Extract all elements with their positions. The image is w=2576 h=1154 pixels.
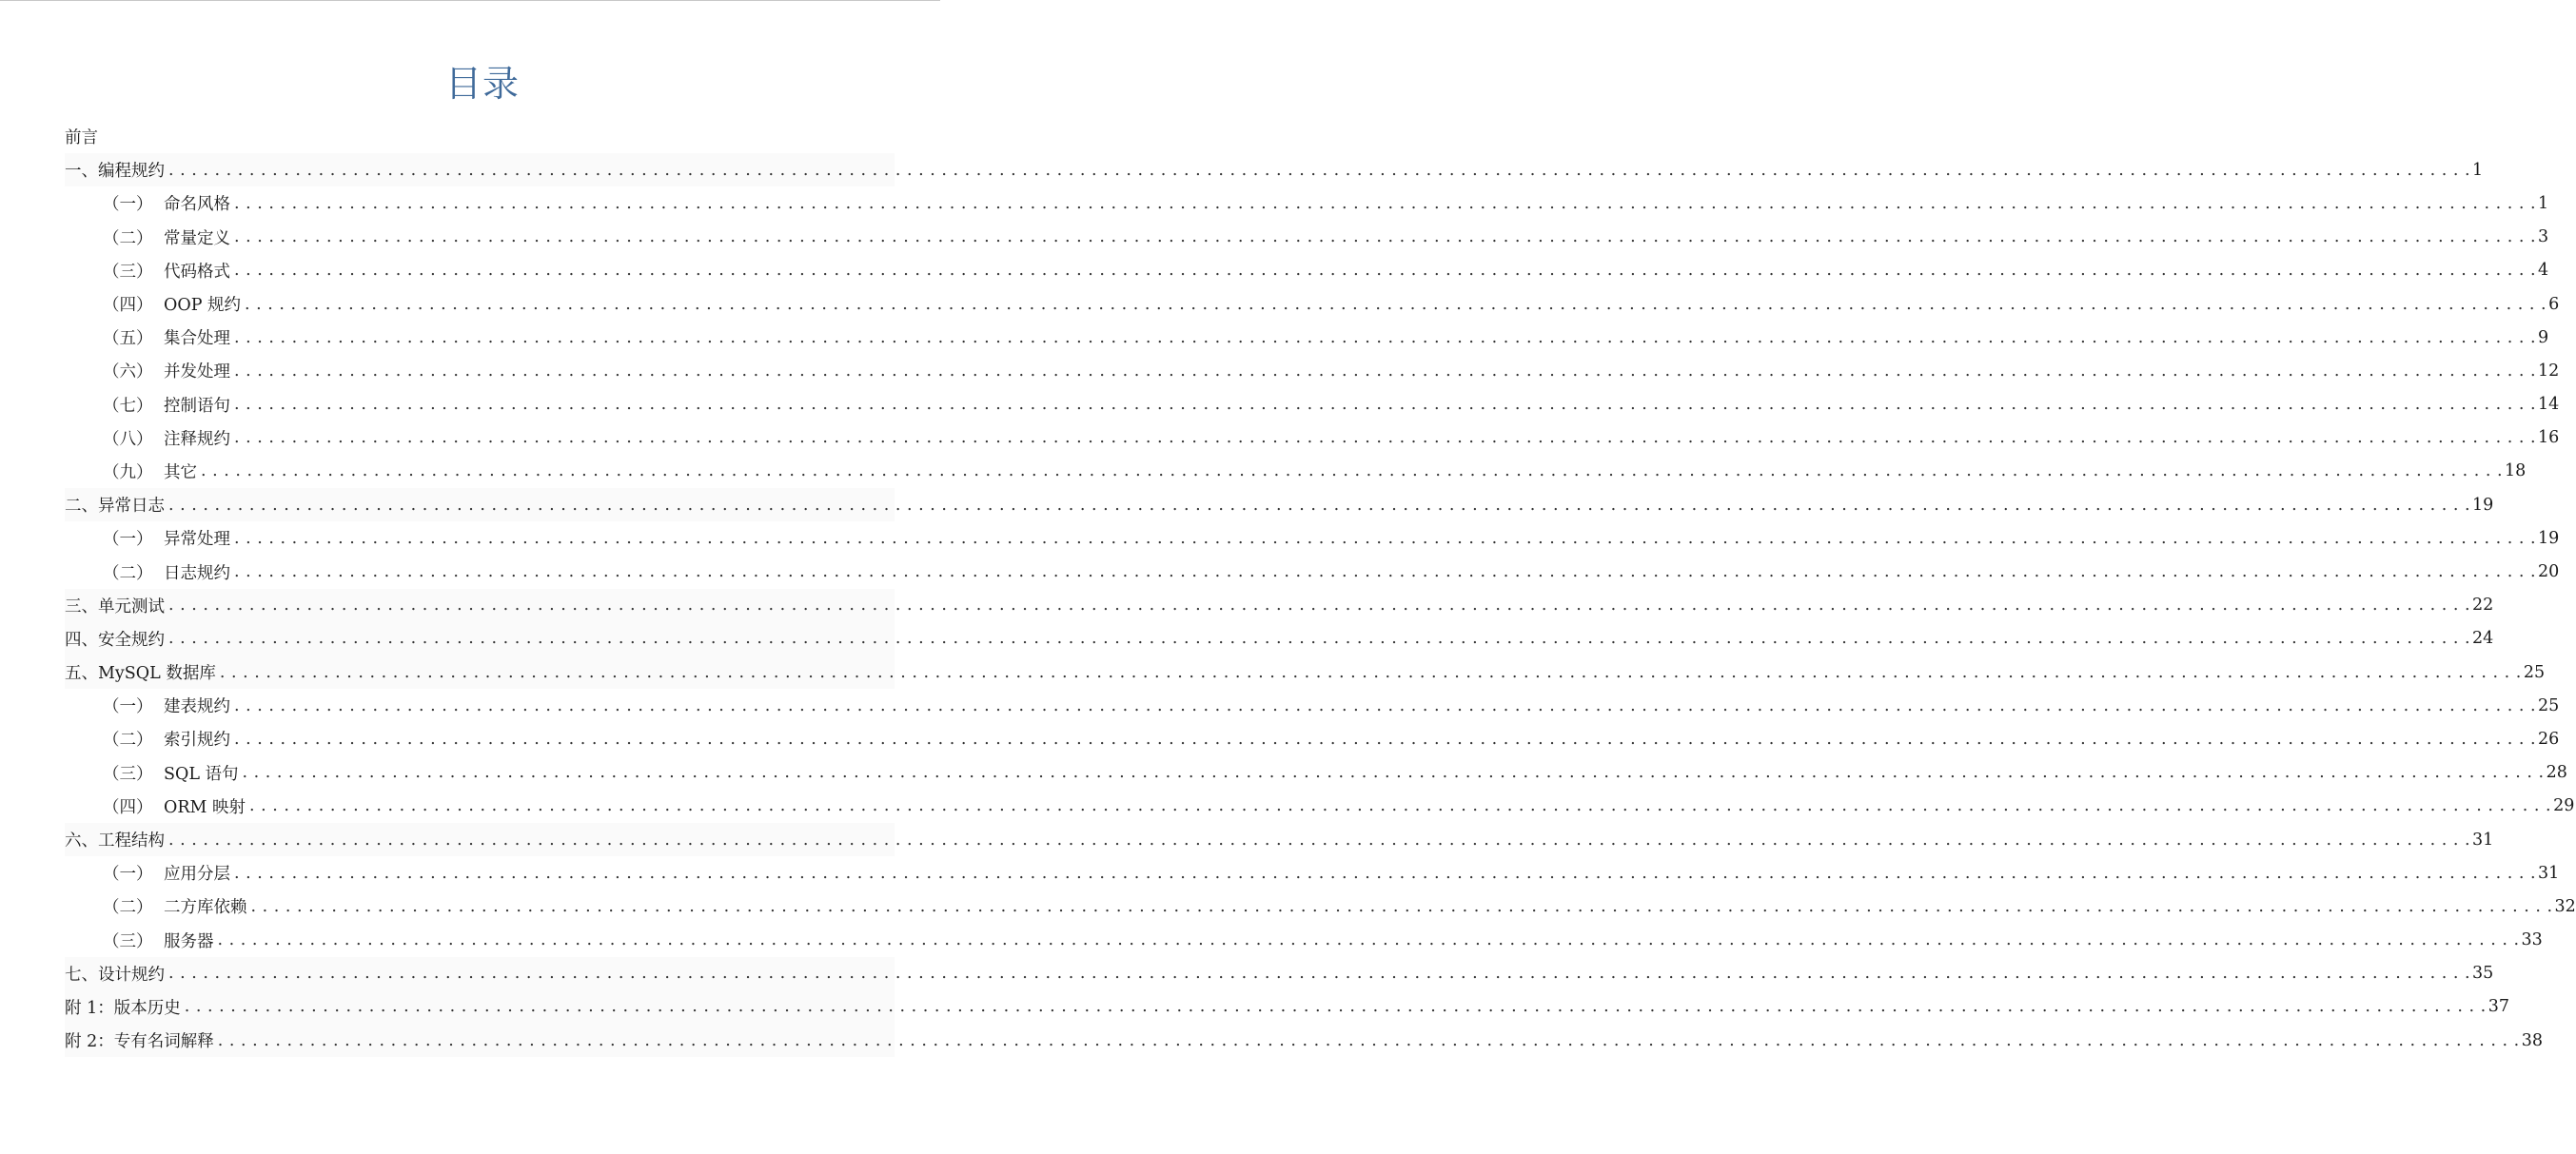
toc-entry-number: （二） (103, 563, 153, 583)
toc-entry-number: （一） (103, 195, 153, 215)
toc-entry-label: 索引规约 (164, 731, 230, 751)
toc-entry-number: （二） (103, 228, 153, 248)
toc-entry[interactable] (65, 153, 2484, 186)
toc-entry-number: （四） (103, 296, 153, 316)
toc-page-number: 1 (2538, 193, 2549, 213)
toc-entry-label: 一、编程规约 (65, 162, 165, 182)
dot-leader: . . . . . . . . . . . . . . . . . . . . . . . . . . . . . . . . . . . . . . . . . . . . . . . . . . . . . . . . . . . . . . . . . . . . . . . . . . . . . . . . . . . . . . . . . . . . . . . . . . . . . . . . . . . . . . . . . . . . . . . . . . . . . . . . . . . . . . . . . . . . . . . . . . . . . . . . . . . . . . . . . . . . . . . . . . . . . . . . . . . . . . . . . . . . . . . . . . . . . . . . (234, 428, 2537, 448)
toc-page-number: 29 (2553, 796, 2575, 816)
toc-entry-number: （八） (103, 429, 153, 449)
toc-page-number: 35 (2472, 964, 2494, 984)
dot-leader: . . . . . . . . . . . . . . . . . . . . . . . . . . . . . . . . . . . . . . . . . . . . . . . . . . . . . . . . . . . . . . . . . . . . . . . . . . . . . . . . . . . . . . . . . . . . . . . . . . . . . . . . . . . . . . . . . . . . . . . . . . . . . . . . . . . . . . . . . . . . . . . . . . . . . . . . . . . . . . . . . . . . . . . . . . . . . . . . . . . . . . . . . . . . . . . . . . . . . . . . (249, 796, 2552, 816)
toc-subentry[interactable] (65, 321, 2549, 354)
toc-entry-number: （三） (103, 262, 153, 282)
toc-page-number: 26 (2538, 729, 2560, 749)
top-border (0, 0, 940, 1)
toc-entry[interactable] (65, 488, 2494, 521)
toc-page-number: 20 (2538, 562, 2560, 582)
toc-entry[interactable] (65, 1024, 2544, 1057)
toc-page-number: 25 (2523, 662, 2546, 682)
table-of-contents (65, 120, 2576, 1057)
toc-entry-number: （一） (103, 530, 153, 550)
toc-page-number: 9 (2538, 327, 2549, 347)
toc-page-number: 19 (2472, 495, 2494, 515)
toc-entry-label: 附 2：专有名词解释 (65, 1032, 214, 1052)
toc-entry-label: 其它 (164, 462, 197, 482)
toc-page-number: 31 (2472, 830, 2494, 850)
toc-entry-label: 附 1：版本历史 (65, 998, 181, 1018)
toc-entry[interactable] (65, 120, 895, 153)
dot-leader: . . . . . . . . . . . . . . . . . . . . . . . . . . . . . . . . . . . . . . . . . . . . . . . . . . . . . . . . . . . . . . . . . . . . . . . . . . . . . . . . . . . . . . . . . . . . . . . . . . . . . . . . . . . . . . . . . . . . . . . . . . . . . . . . . . . . . . . . . . . . . . . . . . . . . . . . . . . . . . . . . . . . . . . . . . . . . . . . . . . . . . . . . . . . . . . . . . . . . . . . (168, 596, 2471, 616)
toc-entry-label: 日志规约 (164, 563, 230, 583)
toc-entry-number: （二） (103, 898, 153, 918)
toc-page-number: 16 (2538, 428, 2560, 448)
dot-leader: . . . . . . . . . . . . . . . . . . . . . . . . . . . . . . . . . . . . . . . . . . . . . . . . . . . . . . . . . . . . . . . . . . . . . . . . . . . . . . . . . . . . . . . . . . . . . . . . . . . . . . . . . . . . . . . . . . . . . . . . . . . . . . . . . . . . . . . . . . . . . . . . . . . . . . . . . . . . . . . . . . . . . . . . . . . . . . . . . . . . . . . . . . . . . . . . . . . . . . . . (168, 830, 2471, 850)
dot-leader: . . . . . . . . . . . . . . . . . . . . . . . . . . . . . . . . . . . . . . . . . . . . . . . . . . . . . . . . . . . . . . . . . . . . . . . . . . . . . . . . . . . . . . . . . . . . . . . . . . . . . . . . . . . . . . . . . . . . . . . . . . . . . . . . . . . . . . . . . . . . . . . . . . . . . . . . . . . . . . . . . . . . . . . . . . . . . . . . . . . . . . . . . . . . . . . . . . . . . . . . (234, 261, 2537, 281)
toc-entry-number: （七） (103, 396, 153, 416)
toc-subentry[interactable] (65, 221, 2549, 254)
dot-leader: . . . . . . . . . . . . . . . . . . . . . . . . . . . . . . . . . . . . . . . . . . . . . . . . . . . . . . . . . . . . . . . . . . . . . . . . . . . . . . . . . . . . . . . . . . . . . . . . . . . . . . . . . . . . . . . . . . . . . . . . . . . . . . . . . . . . . . . . . . . . . . . . . . . . . . . . . . . . . . . . . . . . . . . . . . . . . . . . . . . . . . . . . . . . . . . . . . . . . . . . (234, 729, 2537, 749)
toc-entry-number: （五） (103, 329, 153, 349)
toc-page-number: 32 (2554, 896, 2576, 916)
dot-leader: . . . . . . . . . . . . . . . . . . . . . . . . . . . . . . . . . . . . . . . . . . . . . . . . . . . . . . . . . . . . . . . . . . . . . . . . . . . . . . . . . . . . . . . . . . . . . . . . . . . . . . . . . . . . . . . . . . . . . . . . . . . . . . . . . . . . . . . . . . . . . . . . . . . . . . . . . . . . . . . . . . . . . . . . . . . . . . . . . . . . . . . . . . . . . . . . . . . . . . . . (234, 562, 2537, 582)
dot-leader: . . . . . . . . . . . . . . . . . . . . . . . . . . . . . . . . . . . . . . . . . . . . . . . . . . . . . . . . . . . . . . . . . . . . . . . . . . . . . . . . . . . . . . . . . . . . . . . . . . . . . . . . . . . . . . . . . . . . . . . . . . . . . . . . . . . . . . . . . . . . . . . . . . . . . . . . . . . . . . . . . . . . . . . . . . . . . . . . . . . . . . . . . . . . . . . . . . . . . . . . (201, 461, 2504, 481)
toc-entry-number: （三） (103, 931, 153, 951)
toc-entry-label: 命名风格 (164, 195, 230, 215)
toc-entry-label: 二、异常日志 (65, 497, 165, 517)
dot-leader: . . . . . . . . . . . . . . . . . . . . . . . . . . . . . . . . . . . . . . . . . . . . . . . . . . . . . . . . . . . . . . . . . . . . . . . . . . . . . . . . . . . . . . . . . . . . . . . . . . . . . . . . . . . . . . . . . . . . . . . . . . . . . . . . . . . . . . . . . . . . . . . . . . . . . . . . . . . . . . . . . . . . . . . . . . . . . . . . . . . . . . . . . . . . . . . . . . . . . . . . (234, 695, 2537, 715)
toc-subentry[interactable] (65, 421, 2560, 455)
toc-entry-label: 前言 (65, 128, 98, 148)
toc-entry-label: 异常处理 (164, 530, 230, 550)
toc-entry-label: 建表规约 (164, 697, 230, 717)
toc-entry-label: ORM 映射 (164, 797, 246, 817)
toc-subentry[interactable] (65, 756, 2567, 790)
dot-leader: . . . . . . . . . . . . . . . . . . . . . . . . . . . . . . . . . . . . . . . . . . . . . . . . . . . . . . . . . . . . . . . . . . . . . . . . . . . . . . . . . . . . . . . . . . . . . . . . . . . . . . . . . . . . . . . . . . . . . . . . . . . . . . . . . . . . . . . . . . . . . . . . . . . . . . . . . . . . . . . . . . . . . . . . . . . . . . . . . . . . . . . . . . . . . . . . . . . . . . . . (234, 395, 2537, 415)
toc-entry-label: 注释规约 (164, 429, 230, 449)
toc-entry-label: 二方库依赖 (164, 898, 247, 918)
toc-subentry[interactable] (65, 924, 2543, 957)
toc-entry-label: OOP 规约 (164, 296, 242, 316)
toc-page-number: 25 (2538, 695, 2560, 715)
toc-page-number: 31 (2538, 863, 2560, 883)
toc-entry-number: （三） (103, 764, 153, 784)
toc-page-number: 38 (2521, 1030, 2544, 1050)
toc-subentry[interactable] (65, 856, 2560, 890)
toc-page-number: 18 (2505, 461, 2527, 481)
toc-page-number: 28 (2546, 763, 2567, 783)
dot-leader: . . . . . . . . . . . . . . . . . . . . . . . . . . . . . . . . . . . . . . . . . . . . . . . . . . . . . . . . . . . . . . . . . . . . . . . . . . . . . . . . . . . . . . . . . . . . . . . . . . . . . . . . . . . . . . . . . . . . . . . . . . . . . . . . . . . . . . . . . . . . . . . . . . . . . . . . . . . . . . . . . . . . . . . . . . . . . . . . . . . . . . . . . . . . . . . . . . . . . . . . (168, 495, 2471, 515)
dot-leader: . . . . . . . . . . . . . . . . . . . . . . . . . . . . . . . . . . . . . . . . . . . . . . . . . . . . . . . . . . . . . . . . . . . . . . . . . . . . . . . . . . . . . . . . . . . . . . . . . . . . . . . . . . . . . . . . . . . . . . . . . . . . . . . . . . . . . . . . . . . . . . . . . . . . . . . . . . . . . . . . . . . . . . . . . . . . . . . . . . . . . . . . . . . . . . . . . . . . . . . . (234, 227, 2537, 247)
dot-leader: . . . . . . . . . . . . . . . . . . . . . . . . . . . . . . . . . . . . . . . . . . . . . . . . . . . . . . . . . . . . . . . . . . . . . . . . . . . . . . . . . . . . . . . . . . . . . . . . . . . . . . . . . . . . . . . . . . . . . . . . . . . . . . . . . . . . . . . . . . . . . . . . . . . . . . . . . . . . . . . . . . . . . . . . . . . . . . . . . . . . . . . . . . . . . . . . . . . . . . . . (245, 294, 2547, 314)
toc-subentry[interactable] (65, 722, 2560, 755)
dot-leader: . . . . . . . . . . . . . . . . . . . . . . . . . . . . . . . . . . . . . . . . . . . . . . . . . . . . . . . . . . . . . . . . . . . . . . . . . . . . . . . . . . . . . . . . . . . . . . . . . . . . . . . . . . . . . . . . . . . . . . . . . . . . . . . . . . . . . . . . . . . . . . . . . . . . . . . . . . . . . . . . . . . . . . . . . . . . . . . . . . . . . . . . . . . . . . . . . . . . . . . . (217, 930, 2520, 950)
toc-entry-label: 服务器 (164, 931, 214, 951)
toc-page-number: 33 (2521, 930, 2543, 950)
dot-leader: . . . . . . . . . . . . . . . . . . . . . . . . . . . . . . . . . . . . . . . . . . . . . . . . . . . . . . . . . . . . . . . . . . . . . . . . . . . . . . . . . . . . . . . . . . . . . . . . . . . . . . . . . . . . . . . . . . . . . . . . . . . . . . . . . . . . . . . . . . . . . . . . . . . . . . . . . . . . . . . . . . . . . . . . . . . . . . . . . . . . . . . . . . . . . . . . . . . . . . . . (219, 662, 2522, 682)
toc-entry-label: 代码格式 (164, 262, 230, 282)
dot-leader: . . . . . . . . . . . . . . . . . . . . . . . . . . . . . . . . . . . . . . . . . . . . . . . . . . . . . . . . . . . . . . . . . . . . . . . . . . . . . . . . . . . . . . . . . . . . . . . . . . . . . . . . . . . . . . . . . . . . . . . . . . . . . . . . . . . . . . . . . . . . . . . . . . . . . . . . . . . . . . . . . . . . . . . . . . . . . . . . . . . . . . . . . . . . . . . . . . . . . . . . (184, 997, 2487, 1017)
dot-leader: . . . . . . . . . . . . . . . . . . . . . . . . . . . . . . . . . . . . . . . . . . . . . . . . . . . . . . . . . . . . . . . . . . . . . . . . . . . . . . . . . . . . . . . . . . . . . . . . . . . . . . . . . . . . . . . . . . . . . . . . . . . . . . . . . . . . . . . . . . . . . . . . . . . . . . . . . . . . . . . . . . . . . . . . . . . . . . . . . . . . . . . . . . . . . . . . . . . . . . . . (250, 896, 2553, 916)
toc-entry-label: 六、工程结构 (65, 831, 165, 851)
toc-entry-number: （四） (103, 797, 153, 817)
toc-page-number: 14 (2538, 395, 2560, 415)
toc-page-number: 12 (2538, 361, 2560, 381)
toc-entry-label: 七、设计规约 (65, 965, 165, 985)
toc-page-number: 24 (2472, 629, 2494, 649)
toc-page-number: 6 (2548, 294, 2560, 314)
dot-leader: . . . . . . . . . . . . . . . . . . . . . . . . . . . . . . . . . . . . . . . . . . . . . . . . . . . . . . . . . . . . . . . . . . . . . . . . . . . . . . . . . . . . . . . . . . . . . . . . . . . . . . . . . . . . . . . . . . . . . . . . . . . . . . . . . . . . . . . . . . . . . . . . . . . . . . . . . . . . . . . . . . . . . . . . . . . . . . . . . . . . . . . . . . . . . . . . . . . . . . . . (234, 863, 2537, 883)
toc-subentry[interactable] (65, 287, 2560, 321)
dot-leader: . . . . . . . . . . . . . . . . . . . . . . . . . . . . . . . . . . . . . . . . . . . . . . . . . . . . . . . . . . . . . . . . . . . . . . . . . . . . . . . . . . . . . . . . . . . . . . . . . . . . . . . . . . . . . . . . . . . . . . . . . . . . . . . . . . . . . . . . . . . . . . . . . . . . . . . . . . . . . . . . . . . . . . . . . . . . . . . . . . . . . . . . . . . . . . . . . . . . . . . . (168, 964, 2471, 984)
toc-subentry[interactable] (65, 555, 2560, 588)
toc-subentry[interactable] (65, 388, 2560, 421)
toc-entry-label: 集合处理 (164, 329, 230, 349)
toc-subentry[interactable] (65, 790, 2575, 823)
toc-subentry[interactable] (65, 455, 2527, 488)
toc-entry[interactable] (65, 622, 2494, 655)
dot-leader: . . . . . . . . . . . . . . . . . . . . . . . . . . . . . . . . . . . . . . . . . . . . . . . . . . . . . . . . . . . . . . . . . . . . . . . . . . . . . . . . . . . . . . . . . . . . . . . . . . . . . . . . . . . . . . . . . . . . . . . . . . . . . . . . . . . . . . . . . . . . . . . . . . . . . . . . . . . . . . . . . . . . . . . . . . . . . . . . . . . . . . . . . . . . . . . . . . . . . . . . (242, 763, 2545, 783)
toc-subentry[interactable] (65, 521, 2560, 555)
page-title: 目录 (444, 63, 520, 105)
toc-page-number: 4 (2538, 261, 2549, 281)
dot-leader: . . . . . . . . . . . . . . . . . . . . . . . . . . . . . . . . . . . . . . . . . . . . . . . . . . . . . . . . . . . . . . . . . . . . . . . . . . . . . . . . . . . . . . . . . . . . . . . . . . . . . . . . . . . . . . . . . . . . . . . . . . . . . . . . . . . . . . . . . . . . . . . . . . . . . . . . . . . . . . . . . . . . . . . . . . . . . . . . . . . . . . . . . . . . . . . . . . . . . . . . (234, 361, 2537, 381)
toc-entry[interactable] (65, 589, 2494, 622)
toc-page-number: 22 (2472, 596, 2494, 616)
toc-subentry[interactable] (65, 354, 2560, 387)
toc-subentry[interactable] (65, 689, 2560, 722)
toc-entry-label: SQL 语句 (164, 764, 239, 784)
toc-entry-number: （九） (103, 462, 153, 482)
dot-leader: . . . . . . . . . . . . . . . . . . . . . . . . . . . . . . . . . . . . . . . . . . . . . . . . . . . . . . . . . . . . . . . . . . . . . . . . . . . . . . . . . . . . . . . . . . . . . . . . . . . . . . . . . . . . . . . . . . . . . . . . . . . . . . . . . . . . . . . . . . . . . . . . . . . . . . . . . . . . . . . . . . . . . . . . . . . . . . . . . . . . . . . . . . . . . . . . . . . . . . . . (234, 528, 2537, 548)
toc-subentry[interactable] (65, 254, 2549, 287)
toc-entry-label: 并发处理 (164, 362, 230, 382)
toc-entry-number: （二） (103, 731, 153, 751)
dot-leader: . . . . . . . . . . . . . . . . . . . . . . . . . . . . . . . . . . . . . . . . . . . . . . . . . . . . . . . . . . . . . . . . . . . . . . . . . . . . . . . . . . . . . . . . . . . . . . . . . . . . . . . . . . . . . . . . . . . . . . . . . . . . . . . . . . . . . . . . . . . . . . . . . . . . . . . . . . . . . . . . . . . . . . . . . . . . . . . . . . . . . . . . . . . . . . . . . . . . . . . . (234, 327, 2537, 347)
dot-leader: . . . . . . . . . . . . . . . . . . . . . . . . . . . . . . . . . . . . . . . . . . . . . . . . . . . . . . . . . . . . . . . . . . . . . . . . . . . . . . . . . . . . . . . . . . . . . . . . . . . . . . . . . . . . . . . . . . . . . . . . . . . . . . . . . . . . . . . . . . . . . . . . . . . . . . . . . . . . . . . . . . . . . . . . . . . . . . . . . . . . . . . . . . . . . . . . . . . . . . . . (234, 193, 2537, 213)
dot-leader: . . . . . . . . . . . . . . . . . . . . . . . . . . . . . . . . . . . . . . . . . . . . . . . . . . . . . . . . . . . . . . . . . . . . . . . . . . . . . . . . . . . . . . . . . . . . . . . . . . . . . . . . . . . . . . . . . . . . . . . . . . . . . . . . . . . . . . . . . . . . . . . . . . . . . . . . . . . . . . . . . . . . . . . . . . . . . . . . . . . . . . . . . . . . . . . . . . . . . . . . (168, 629, 2471, 649)
toc-page-number: 1 (2472, 160, 2484, 180)
toc-page-number: 19 (2538, 528, 2560, 548)
toc-entry-label: 常量定义 (164, 228, 230, 248)
toc-entry-number: （六） (103, 362, 153, 382)
toc-entry-label: 五、MySQL 数据库 (65, 664, 216, 684)
toc-subentry[interactable] (65, 890, 2576, 923)
toc-entry-number: （一） (103, 697, 153, 717)
dot-leader: . . . . . . . . . . . . . . . . . . . . . . . . . . . . . . . . . . . . . . . . . . . . . . . . . . . . . . . . . . . . . . . . . . . . . . . . . . . . . . . . . . . . . . . . . . . . . . . . . . . . . . . . . . . . . . . . . . . . . . . . . . . . . . . . . . . . . . . . . . . . . . . . . . . . . . . . . . . . . . . . . . . . . . . . . . . . . . . . . . . . . . . . . . . . . . . . . . . . . . . . (168, 160, 2471, 180)
toc-entry-label: 控制语句 (164, 396, 230, 416)
toc-page-number: 37 (2488, 997, 2510, 1017)
toc-entry-label: 应用分层 (164, 865, 230, 885)
toc-entry-label: 四、安全规约 (65, 630, 165, 650)
dot-leader: . . . . . . . . . . . . . . . . . . . . . . . . . . . . . . . . . . . . . . . . . . . . . . . . . . . . . . . . . . . . . . . . . . . . . . . . . . . . . . . . . . . . . . . . . . . . . . . . . . . . . . . . . . . . . . . . . . . . . . . . . . . . . . . . . . . . . . . . . . . . . . . . . . . . . . . . . . . . . . . . . . . . . . . . . . . . . . . . . . . . . . . . . . . . . . . . . . . . . . . . (217, 1030, 2520, 1050)
toc-entry-number: （一） (103, 865, 153, 885)
toc-entry-label: 三、单元测试 (65, 597, 165, 616)
toc-page-number: 3 (2538, 227, 2549, 247)
toc-entry[interactable] (65, 990, 2510, 1024)
toc-entry[interactable] (65, 655, 2546, 689)
toc-entry[interactable] (65, 957, 2494, 990)
toc-subentry[interactable] (65, 186, 2549, 220)
toc-entry[interactable] (65, 823, 2494, 856)
